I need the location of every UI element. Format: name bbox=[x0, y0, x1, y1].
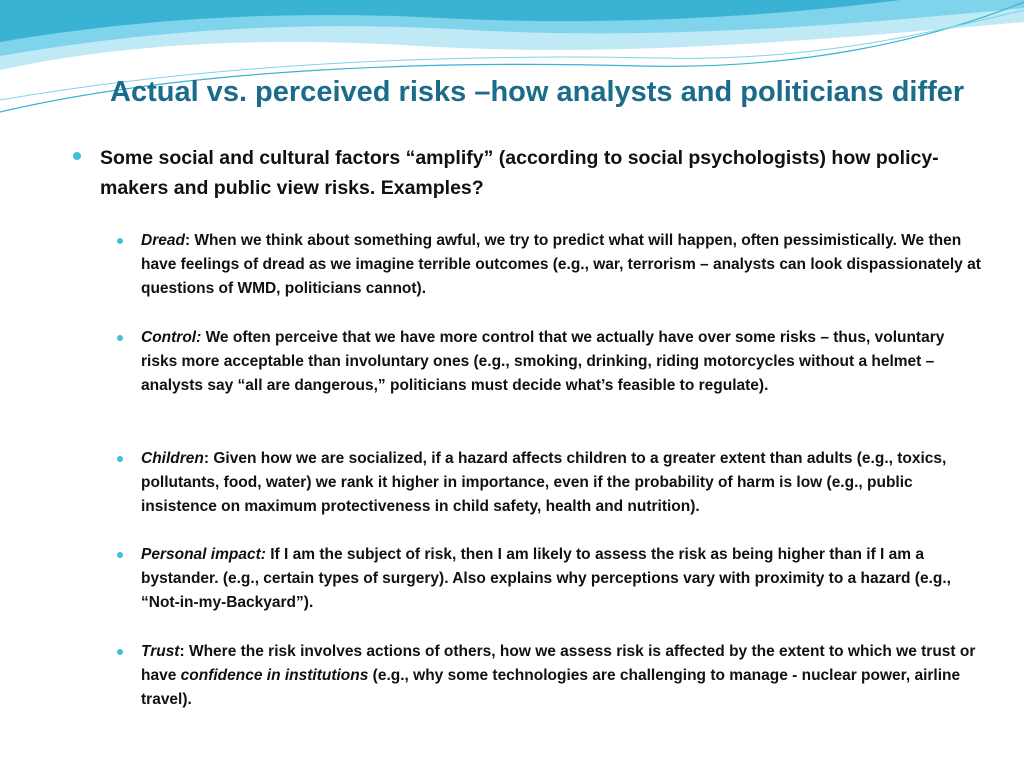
bullet-dot-icon bbox=[117, 552, 123, 558]
slide-title: Actual vs. perceived risks –how analysts and politicians differ bbox=[110, 76, 965, 108]
bullet-separator: : bbox=[179, 643, 189, 660]
sub-bullet-personal-impact bbox=[141, 543, 981, 615]
bullet-text: Given how we are socialized, if a hazard affects children to a greater extent than adults (e.g., toxics, pollutants, food, water) we rank it higher in importance, even if the probability of harm is low (e.g., public insistence on maximum protectiveness in child safety, health and nutrition). bbox=[141, 450, 947, 515]
header-wave-decoration bbox=[0, 0, 1024, 130]
bullet-dot-icon bbox=[117, 649, 123, 655]
bullet-text: If I am the subject of risk, then I am likely to assess the risk as being higher than if I am a bystander. (e.g., certain types of surgery). Also explains why perceptions vary with proximity to a hazard (e.g., “Not-in-my-Backyard”). bbox=[141, 546, 951, 611]
sub-bullet-children bbox=[141, 447, 981, 519]
bullet-emphasis: confidence in institutions bbox=[180, 667, 369, 684]
bullet-dot-icon bbox=[117, 456, 123, 462]
sub-bullet-control bbox=[141, 326, 981, 398]
bullet-term: Children bbox=[141, 450, 204, 467]
bullet-separator: : bbox=[184, 232, 195, 249]
bullet-dot-icon bbox=[73, 152, 81, 160]
main-bullet: Some social and cultural factors “amplify” (according to social psychologists) how policy-makers and public view risks. Examples? bbox=[100, 147, 939, 199]
bullet-text: Where the risk involves actions of others, how we assess risk is affected by the extent to which we trust or have bbox=[141, 643, 976, 684]
sub-bullet-dread bbox=[141, 229, 981, 301]
bullet-separator: : bbox=[203, 450, 214, 467]
bullet-dot-icon bbox=[117, 335, 123, 341]
bullet-term: Dread bbox=[141, 232, 185, 249]
bullet-term: Control: bbox=[141, 329, 202, 346]
bullet-text: (e.g., why some technologies are challenging to manage - nuclear power, airline travel). bbox=[141, 667, 961, 708]
sub-bullet-trust bbox=[141, 640, 981, 712]
bullet-text: When we think about something awful, we try to predict what will happen, often pessimistically. We then have feelings of dread as we imagine terrible outcomes (e.g., war, terrorism – analysts can look dispassionately at questions of WMD, politicians cannot). bbox=[141, 232, 981, 297]
bullet-text: We often perceive that we have more control that we actually have over some risks – thus, voluntary risks more acceptable than involuntary ones (e.g., smoking, drinking, riding motorcycles without a helmet – analysts say “all are dangerous,” politicians must decide what’s feasible to regulate). bbox=[141, 329, 945, 394]
bullet-term: Personal impact: bbox=[141, 546, 266, 563]
bullet-term: Trust bbox=[141, 643, 180, 660]
bullet-dot-icon bbox=[117, 238, 123, 244]
